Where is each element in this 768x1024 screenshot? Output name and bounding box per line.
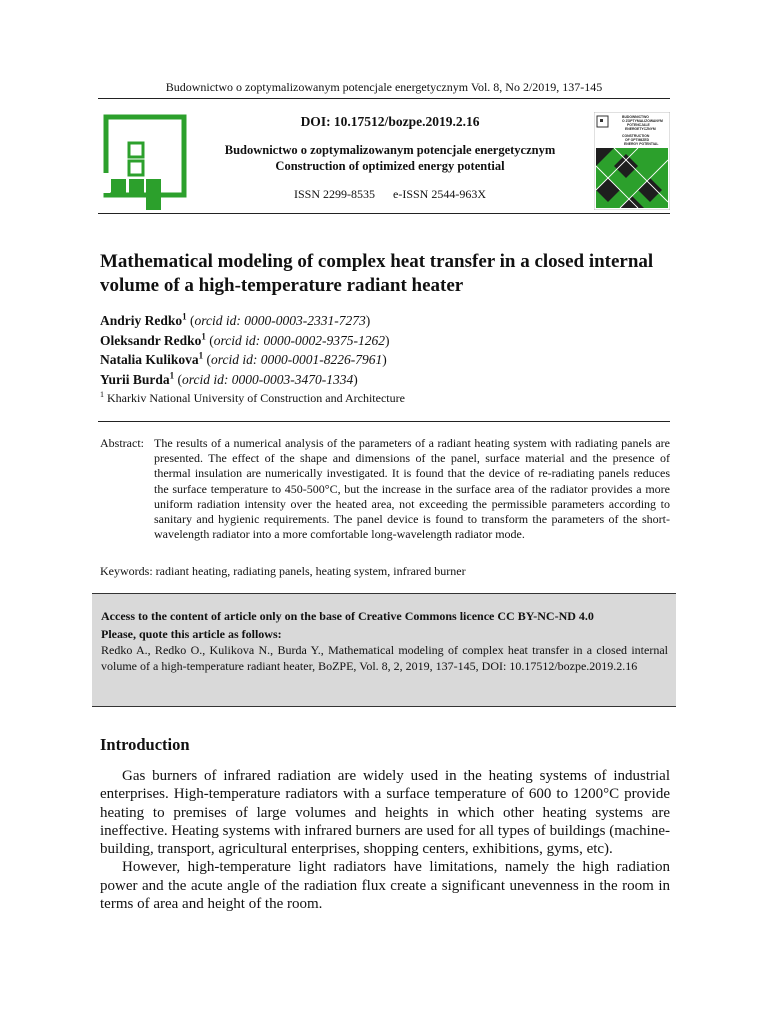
author-orcid[interactable]: orcid id: 0000-0002-9375-1262 [213,332,386,348]
author-name: Yurii Burda [100,371,170,387]
author-list [100,311,670,406]
section-heading-introduction: Introduction [100,735,190,754]
abstract-label: Abstract: [100,436,144,450]
author-orcid[interactable]: orcid id: 0000-0003-3470-1334 [182,371,354,387]
author-entry: Andriy Redko$^1$ (orcid id: 0000-0003-2331-7273) [100,311,371,328]
journal-logo [102,113,188,211]
author-name: Natalia Kulikova [100,352,199,367]
affiliation [100,390,670,406]
licence-citation-box [92,593,676,707]
journal-name [190,142,590,174]
article-title: Mathematical modeling of complex heat transfer in a closed internal volume of a high-temperature radiant heater [100,251,654,296]
keywords-label: Keywords: [100,564,153,578]
header-rule [98,98,670,99]
author-name: Oleksandr Redko [100,332,202,348]
author-entry: Yurii Burda$^1$ (orcid id: 0000-0003-3470-1334) [100,370,358,387]
running-head: Budownictwo o zoptymalizowanym potencjale energetycznym Vol. 8, No 2/2019, 137-145 [165,80,603,94]
journal-cover-thumbnail[interactable] [594,112,670,210]
cover-text-2: O ZOPTYMALIZOWANYM [622,119,663,123]
author-orcid[interactable]: orcid id: 0000-0001-8226-7961 [211,352,383,367]
affiliation-text: Kharkiv National University of Construction and Architecture [107,391,405,405]
keywords [100,564,670,579]
abstract-rule [98,421,670,422]
cover-text-7: ENERGY POTENTIAL [624,142,659,146]
citation-heading: Please, quote this article as follows: [101,626,282,641]
author-name: Andriy Redko [100,313,183,328]
author-affiliation-mark: 1 [201,331,206,341]
journal-name-english: Construction of optimized energy potential [275,159,505,173]
abstract [100,436,670,542]
cover-text-5: CONSTRUCTION [622,134,650,138]
cover-text-1: BUDOWNICTWO [622,115,649,119]
cover-text-4: ENERGETYCZNYM [625,127,656,131]
masthead-rule [98,213,670,214]
citation-text: Redko A., Redko O., Kulikova N., Burda Y., Mathematical modeling of complex heat transfer in a closed internal volume of a high-temperature radiant heater, BoZPE, Vol. 8, 2, 2019, 137-145, DOI: 10.17512/bozpe.2019.2.16 [101,643,668,673]
author-entry: Natalia Kulikova$^1$ (orcid id: 0000-0001-8226-7961) [100,350,387,367]
author-orcid[interactable]: orcid id: 0000-0003-2331-7273 [194,313,366,328]
issn: ISSN 2299-8535 [293,187,375,201]
body-paragraph: Gas burners of infrared radiation are widely used in the heating systems of industrial enterprises. High-temperature radiators with a surface temperature of 600 to 1200°C provide heating to premises of large volumes and heights in which other heating systems are ineffective. Heating systems with infrared burners are used for all types of buildings (machine-building, transport, agricultural enterprises, shopping centers, exhibitions, gyms, etc). [100,768,670,858]
cover-text-3: POTENCJALE [627,123,650,127]
licence-notice: Access to the content of article only on the base of Creative Commons licence CC BY-NC-ND 4.0 [101,609,594,623]
author-entry: Oleksandr Redko$^1$ (orcid id: 0000-0002-9375-1262) [100,331,390,348]
body-paragraph: However, high-temperature light radiators have limitations, namely the high radiation power and the acute angle of the radiation flux create a significant unevenness in the room in terms of area and height of the room. [100,859,670,913]
keywords-text: radiant heating, radiating panels, heating system, infrared burner [155,564,466,578]
eissn: e-ISSN 2544-963X [393,187,486,201]
journal-masthead [190,112,590,202]
cover-text-6: OF OPTIMIZED [625,138,650,142]
author-affiliation-mark: 1 [182,311,187,322]
journal-name-polish: Budownictwo o zoptymalizowanym potencjale energetycznym [224,143,556,157]
author-affiliation-mark: 1 [169,370,175,380]
doi-link[interactable]: DOI: 10.17512/bozpe.2019.2.16 [300,114,480,129]
introduction-body [100,767,670,913]
affiliation-mark: 1 [100,390,104,399]
abstract-text: The results of a numerical analysis of the parameters of a radiant heating system with radiating panels are presented. The effect of the shape and dimensions of the panel, surface material and the presence of thermal insulation are numerically investigated. It is found that the device of re-radiating panels reduces the surface temperature to 450-500°C, but the increase in the surface area of the radiator provides a more uniform radiation intensity over the heated area, not exceeding the permissible parameters according to sanitary and hygienic requirements. The panel device is found to transform the parameters of the short-wavelength radiator into a more comfortable long-wavelength radiator mode. [154,436,670,542]
issn-line [190,187,590,202]
author-affiliation-mark: 1 [198,350,204,361]
